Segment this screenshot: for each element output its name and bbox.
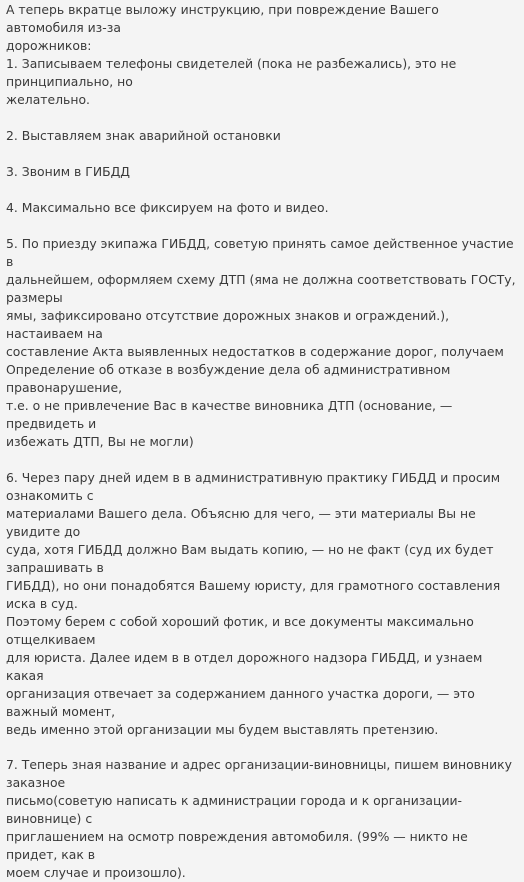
- step-5-paragraph: 5. По приезду экипажа ГИБДД, советую принять самое действенное участие в дальнейшем, оформляем схему ДТП (яма не должна соответствовать ГОСТу, размеры ямы, зафиксировано отсутствие дорожных знаков и ограждений.), настаиваем на составление Акта выявленных недостатков в содержание дорог, получаем Определение об отказе в возбуждение дела об административном правонарушение, т.е. о не привлечение Вас в качестве виновника ДТП (основание, — предвидеть и избежать ДТП, Вы не могли): [6, 236, 516, 449]
- article-text: [0, 1, 520, 882]
- step-6-paragraph: 6. Через пару дней идем в в административную практику ГИБДД и просим ознакомить с материалами Вашего дела. Объясню для чего, — эти материалы Вы не увидите до суда, хотя ГИБДД должно Вам выдать копию, — но не факт (суд их будет запрашивать в ГИБДД), но они понадобятся Вашему юристу, для грамотного составления иска в суд. Поэтому берем с собой хороший фотик, и все документы максимально отщелкиваем для юриста. Далее идем в в отдел дорожного надзора ГИБДД, и узнаем какая организация отвечает за содержанием данного участка дороги, — это важный момент, ведь именно этой организации мы будем выставлять претензию.: [6, 470, 501, 737]
- step-3-paragraph: 3. Звоним в ГИБДД: [6, 164, 130, 179]
- step-2-paragraph: 2. Выставляем знак аварийной остановки: [6, 128, 281, 143]
- intro-paragraph: А теперь вкратце выложу инструкцию, при повреждение Вашего автомобиля из-за дорожников: 1. Записываем телефоны свидетелей (пока не разбежались), это не принципиально, но желательно.: [6, 2, 457, 107]
- step-4-paragraph: 4. Максимально все фиксируем на фото и видео.: [6, 200, 329, 215]
- step-7-paragraph: 7. Теперь зная название и адрес организации-виновницы, пишем виновнику заказное письмо(советую написать к администрации города и к организации-виновнице) с приглашением на осмотр повреждения автомобиля. (99% — никто не придет, как в моем случае и произошло).: [6, 757, 512, 880]
